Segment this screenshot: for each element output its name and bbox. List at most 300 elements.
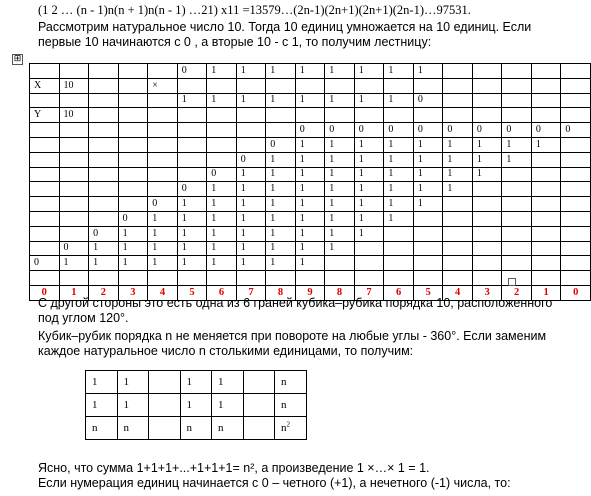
ladder-cell (384, 241, 414, 256)
unit-grid-cell (243, 371, 275, 394)
ladder-cell (413, 108, 443, 123)
ladder-cell (207, 123, 237, 138)
ladder-cell (30, 152, 60, 167)
ladder-cell (207, 78, 237, 93)
ladder-cell: 1 (295, 241, 325, 256)
ladder-cell (118, 152, 148, 167)
ladder-cell (502, 226, 532, 241)
ladder-cell: 1 (236, 256, 266, 271)
unit-grid-cell (243, 394, 275, 417)
ladder-cell (30, 182, 60, 197)
ladder-cell (89, 93, 119, 108)
ladder-cell: 1 (354, 93, 384, 108)
ladder-cell (354, 108, 384, 123)
ladder-cell (354, 271, 384, 286)
ladder-cell: 1 (413, 137, 443, 152)
ladder-cell (561, 78, 591, 93)
ladder-cell: 1 (118, 256, 148, 271)
ladder-cell (531, 93, 561, 108)
ladder-cell (472, 226, 502, 241)
ladder-cell (30, 226, 60, 241)
ladder-cell (295, 78, 325, 93)
ladder-cell (354, 241, 384, 256)
ladder-cell: 1 (266, 167, 296, 182)
ladder-cell: 1 (384, 93, 414, 108)
ladder-row (30, 108, 591, 123)
ladder-cell (89, 211, 119, 226)
ladder-cell: Y (30, 108, 60, 123)
ladder-cell: 1 (354, 211, 384, 226)
ladder-cell: 1 (325, 167, 355, 182)
ladder-cell (502, 108, 532, 123)
ladder-cell (531, 241, 561, 256)
ladder-cell (413, 256, 443, 271)
ladder-cell (148, 93, 178, 108)
ladder-cell: 1 (236, 226, 266, 241)
bottom-line-1: Ясно, что сумма 1+1+1+...+1+1+1= n², а произведение 1 ×…× 1 = 1. (38, 461, 430, 475)
ladder-cell: 1 (177, 211, 207, 226)
ladder-cell (325, 256, 355, 271)
ladder-cell: 1 (413, 152, 443, 167)
ladder-cell: X (30, 78, 60, 93)
ladder-cell: 0 (30, 256, 60, 271)
ladder-cell: 0 (266, 137, 296, 152)
ladder-cell: 1 (384, 167, 414, 182)
ladder-number-cell: 1 (531, 285, 561, 300)
ladder-cell (59, 271, 89, 286)
ladder-cell (89, 197, 119, 212)
ladder-cell: 1 (236, 182, 266, 197)
ladder-cell: 1 (266, 64, 296, 79)
ladder-cell (89, 167, 119, 182)
unit-grid-value: 1 (186, 399, 192, 411)
ladder-cell: 1 (266, 182, 296, 197)
ladder-cell (502, 182, 532, 197)
ladder-cell: 1 (384, 152, 414, 167)
ladder-row (30, 123, 591, 138)
ladder-cell: 1 (148, 256, 178, 271)
ladder-cell: 0 (59, 241, 89, 256)
ladder-cell (413, 78, 443, 93)
ladder-number-cell: 7 (354, 285, 384, 300)
ladder-cell (384, 256, 414, 271)
ladder-cell (384, 108, 414, 123)
ladder-cell (59, 93, 89, 108)
ladder-cell (30, 123, 60, 138)
ladder-cell (30, 93, 60, 108)
ladder-cell (472, 78, 502, 93)
unit-grid-cell (86, 371, 118, 394)
ladder-cell: 1 (325, 241, 355, 256)
ladder-cell (561, 241, 591, 256)
ladder-cell: 1 (207, 182, 237, 197)
ladder-cell: 1 (295, 93, 325, 108)
ladder-cell (266, 271, 296, 286)
unit-grid-table (85, 370, 307, 440)
unit-grid-cell (180, 417, 212, 440)
unit-grid-value: n (186, 422, 192, 434)
bottom-line-2: Если нумерация единиц начинается с 0 – четного (+1), а нечетного (-1) числа, то: (38, 476, 511, 490)
ladder-cell (266, 108, 296, 123)
ladder-cell: 1 (354, 64, 384, 79)
ladder-cell (472, 108, 502, 123)
ladder-cell (561, 167, 591, 182)
ladder-cell: 0 (502, 123, 532, 138)
unit-grid-row (86, 371, 307, 394)
ladder-cell (118, 271, 148, 286)
ladder-cell (502, 93, 532, 108)
ladder-cell: 1 (177, 241, 207, 256)
ladder-cell (148, 152, 178, 167)
ladder-cell: 1 (266, 241, 296, 256)
ladder-number-cell: 6 (207, 285, 237, 300)
ladder-cell: 1 (443, 167, 473, 182)
unit-grid-row (86, 417, 307, 440)
unit-grid-cell (86, 417, 118, 440)
ladder-cell (502, 64, 532, 79)
ladder-cell (384, 78, 414, 93)
ladder-cell (502, 167, 532, 182)
ladder-cell: 1 (531, 137, 561, 152)
unit-grid-cell (212, 371, 244, 394)
ladder-cell: 0 (89, 226, 119, 241)
ladder-cell: 1 (207, 256, 237, 271)
corner-exponent: 2 (286, 420, 290, 429)
ladder-cell (177, 152, 207, 167)
ladder-cell: 1 (207, 241, 237, 256)
ladder-cell (354, 78, 384, 93)
ladder-cell: 0 (236, 152, 266, 167)
ladder-cell: 1 (325, 226, 355, 241)
ladder-cell (30, 271, 60, 286)
middle-line-4: каждое натуральное число n столькими единицами, то получим: (38, 344, 414, 358)
ladder-cell (118, 137, 148, 152)
ladder-number-cell: 2 (89, 285, 119, 300)
table-move-handle-icon[interactable]: ⊞ (13, 54, 22, 64)
ladder-cell (531, 226, 561, 241)
unit-grid-value: 1 (186, 376, 192, 388)
ladder-cell (354, 256, 384, 271)
ladder-cell (531, 197, 561, 212)
ladder-cell (443, 271, 473, 286)
ladder-row (30, 197, 591, 212)
ladder-number-cell: 5 (413, 285, 443, 300)
ladder-cell (148, 108, 178, 123)
ladder-cell (443, 256, 473, 271)
ladder-cell (384, 226, 414, 241)
ladder-cell (443, 78, 473, 93)
ladder-cell (413, 271, 443, 286)
ladder-cell (148, 167, 178, 182)
unit-grid-value: 1 (92, 399, 98, 411)
ladder-cell: 1 (236, 93, 266, 108)
ladder-cell (89, 152, 119, 167)
ladder-number-cell: 0 (30, 285, 60, 300)
ladder-cell (295, 271, 325, 286)
ladder-cell (236, 271, 266, 286)
ladder-cell: 0 (118, 211, 148, 226)
ladder-cell (561, 64, 591, 79)
ladder-number-cell: 7 (236, 285, 266, 300)
ladder-cell (236, 137, 266, 152)
ladder-cell: 1 (295, 256, 325, 271)
ladder-cell: 1 (177, 93, 207, 108)
ladder-cell (118, 167, 148, 182)
ladder-cell: 1 (295, 226, 325, 241)
ladder-cell (177, 123, 207, 138)
ladder-number-cell: 4 (148, 285, 178, 300)
ladder-cell (472, 271, 502, 286)
unit-grid-cell (212, 417, 244, 440)
ladder-cell (472, 241, 502, 256)
ladder-number-cell: 5 (177, 285, 207, 300)
ladder-cell (531, 167, 561, 182)
table-resize-handle[interactable] (508, 278, 516, 286)
ladder-cell (561, 93, 591, 108)
ladder-cell: 1 (384, 211, 414, 226)
ladder-cell: 1 (148, 211, 178, 226)
ladder-cell (177, 108, 207, 123)
ladder-number-cell: 3 (472, 285, 502, 300)
ladder-cell (561, 152, 591, 167)
ladder-cell (59, 211, 89, 226)
ladder-cell: 1 (384, 64, 414, 79)
ladder-cell (561, 226, 591, 241)
ladder-cell: 1 (266, 256, 296, 271)
ladder-cell (118, 78, 148, 93)
ladder-cell: 0 (177, 64, 207, 79)
ladder-cell (561, 108, 591, 123)
ladder-cell (531, 256, 561, 271)
ladder-cell (89, 78, 119, 93)
middle-line-3: Кубик–рубик порядка n не меняется при повороте на любые углы - 360°. Если заменим (38, 329, 547, 343)
ladder-cell: 0 (384, 123, 414, 138)
ladder-cell: 1 (413, 197, 443, 212)
ladder-cell: 0 (354, 123, 384, 138)
ladder-cell (207, 137, 237, 152)
ladder-cell (443, 64, 473, 79)
ladder-cell: 0 (413, 123, 443, 138)
ladder-cell (148, 137, 178, 152)
ladder-cell (118, 123, 148, 138)
middle-line-1: С другой стороны это есть одна из 6 граней кубика–рубика порядка 10, расположенного (38, 296, 553, 310)
ladder-cell (59, 137, 89, 152)
ladder-cell: 0 (413, 93, 443, 108)
ladder-row (30, 64, 591, 79)
ladder-cell: 1 (325, 137, 355, 152)
ladder-cell: 1 (295, 64, 325, 79)
ladder-cell (384, 271, 414, 286)
ladder-cell: 1 (236, 211, 266, 226)
ladder-cell: 10 (59, 108, 89, 123)
ladder-row (30, 93, 591, 108)
unit-grid-cell (86, 394, 118, 417)
ladder-cell (118, 182, 148, 197)
ladder-cell (148, 64, 178, 79)
ladder-cell (443, 226, 473, 241)
ladder-cell (443, 108, 473, 123)
ladder-cell (502, 197, 532, 212)
ladder-row (30, 167, 591, 182)
ladder-cell (413, 211, 443, 226)
ladder-cell (89, 271, 119, 286)
ladder-cell: 0 (472, 123, 502, 138)
formula-line: (1 2 … (n - 1)n(n + 1)n(n - 1) …21) x11 =13579…(2n-1)(2n+1)(2n+1)(2n-1)…97531. (38, 3, 471, 17)
ladder-cell (561, 211, 591, 226)
ladder-cell: 1 (295, 152, 325, 167)
ladder-cell (177, 271, 207, 286)
ladder-cell: 1 (118, 241, 148, 256)
ladder-cell (89, 137, 119, 152)
unit-grid-value: 1 (218, 376, 224, 388)
ladder-row (30, 211, 591, 226)
ladder-cell (502, 211, 532, 226)
ladder-number-cell: 2 (502, 285, 532, 300)
ladder-cell (30, 241, 60, 256)
ladder-row (30, 271, 591, 286)
ladder-cell (207, 271, 237, 286)
unit-grid-cell (275, 417, 307, 440)
ladder-cell (502, 78, 532, 93)
ladder-cell: 1 (89, 256, 119, 271)
unit-grid-value: 1 (123, 399, 129, 411)
ladder-cell (59, 123, 89, 138)
ladder-cell (118, 64, 148, 79)
ladder-cell: 0 (531, 123, 561, 138)
ladder-cell (325, 78, 355, 93)
ladder-cell: 1 (236, 197, 266, 212)
ladder-cell: 1 (207, 226, 237, 241)
ladder-cell (502, 256, 532, 271)
ladder-cell (561, 197, 591, 212)
ladder-cell (236, 78, 266, 93)
ladder-cell (30, 64, 60, 79)
ladder-cell: 1 (384, 137, 414, 152)
ladder-cell: 1 (266, 226, 296, 241)
ladder-cell (30, 197, 60, 212)
ladder-cell: 1 (354, 137, 384, 152)
ladder-cell (443, 211, 473, 226)
ladder-cell (413, 226, 443, 241)
ladder-cell (148, 271, 178, 286)
ladder-cell: 0 (443, 123, 473, 138)
ladder-cell (531, 152, 561, 167)
ladder-cell (561, 256, 591, 271)
intro-line-1: Рассмотрим натуральное число 10. Тогда 10 единиц умножается на 10 единиц. Если (38, 20, 532, 34)
ladder-cell (118, 197, 148, 212)
ladder-cell: 1 (354, 152, 384, 167)
ladder-cell: 1 (207, 64, 237, 79)
unit-grid-cell (149, 417, 181, 440)
ladder-cell: 1 (59, 256, 89, 271)
ladder-cell: 1 (89, 241, 119, 256)
ladder-cell: 0 (561, 123, 591, 138)
ladder-cell (413, 241, 443, 256)
ladder-table (29, 63, 591, 301)
ladder-cell: 1 (443, 152, 473, 167)
ladder-cell: 0 (148, 197, 178, 212)
ladder-cell: 1 (354, 226, 384, 241)
middle-line-2: под углом 120°. (38, 311, 129, 325)
ladder-cell (59, 182, 89, 197)
ladder-cell (30, 137, 60, 152)
unit-grid-value: n (218, 422, 224, 434)
ladder-cell: × (148, 78, 178, 93)
ladder-cell: 1 (354, 182, 384, 197)
unit-grid-cell (117, 371, 149, 394)
unit-grid-value: 1 (218, 399, 224, 411)
unit-grid-cell (117, 394, 149, 417)
ladder-cell: 1 (266, 211, 296, 226)
ladder-cell (59, 197, 89, 212)
ladder-number-cell: 6 (384, 285, 414, 300)
ladder-cell (472, 93, 502, 108)
ladder-cell (89, 108, 119, 123)
ladder-cell: 1 (472, 152, 502, 167)
ladder-cell: 1 (325, 182, 355, 197)
ladder-cell (89, 64, 119, 79)
ladder-row (30, 137, 591, 152)
ladder-cell (236, 108, 266, 123)
unit-grid-cell (149, 394, 181, 417)
ladder-cell: 1 (354, 167, 384, 182)
ladder-cell: 1 (325, 211, 355, 226)
unit-grid-cell (180, 394, 212, 417)
ladder-cell (89, 123, 119, 138)
unit-grid-value: n (281, 422, 287, 434)
ladder-cell: 1 (354, 197, 384, 212)
unit-grid-cell (117, 417, 149, 440)
ladder-cell: 1 (177, 226, 207, 241)
ladder-cell: 1 (236, 241, 266, 256)
ladder-row (30, 152, 591, 167)
unit-grid-cell (212, 394, 244, 417)
ladder-number-cell: 4 (443, 285, 473, 300)
ladder-cell: 1 (266, 152, 296, 167)
ladder-number-cell: 8 (266, 285, 296, 300)
ladder-cell (30, 211, 60, 226)
ladder-cell (177, 167, 207, 182)
ladder-cell (118, 108, 148, 123)
unit-grid-value: n (123, 422, 129, 434)
ladder-cell: 1 (413, 167, 443, 182)
ladder-cell: 1 (207, 211, 237, 226)
ladder-cell (472, 64, 502, 79)
ladder-cell (531, 211, 561, 226)
ladder-cell: 1 (266, 93, 296, 108)
ladder-cell (118, 93, 148, 108)
ladder-cell (59, 167, 89, 182)
ladder-cell (295, 108, 325, 123)
ladder-cell (148, 123, 178, 138)
unit-grid-cell (275, 371, 307, 394)
ladder-cell (443, 197, 473, 212)
ladder-number-cell: 0 (561, 285, 591, 300)
ladder-cell: 1 (295, 182, 325, 197)
ladder-cell: 1 (502, 152, 532, 167)
ladder-cell: 10 (59, 78, 89, 93)
ladder-cell: 1 (177, 197, 207, 212)
ladder-cell (502, 241, 532, 256)
unit-grid-cell (275, 394, 307, 417)
ladder-row (30, 256, 591, 271)
ladder-cell: 1 (325, 64, 355, 79)
ladder-row (30, 226, 591, 241)
unit-grid-cell (243, 417, 275, 440)
ladder-cell: 1 (384, 197, 414, 212)
ladder-cell: 1 (325, 93, 355, 108)
ladder-cell: 1 (236, 167, 266, 182)
